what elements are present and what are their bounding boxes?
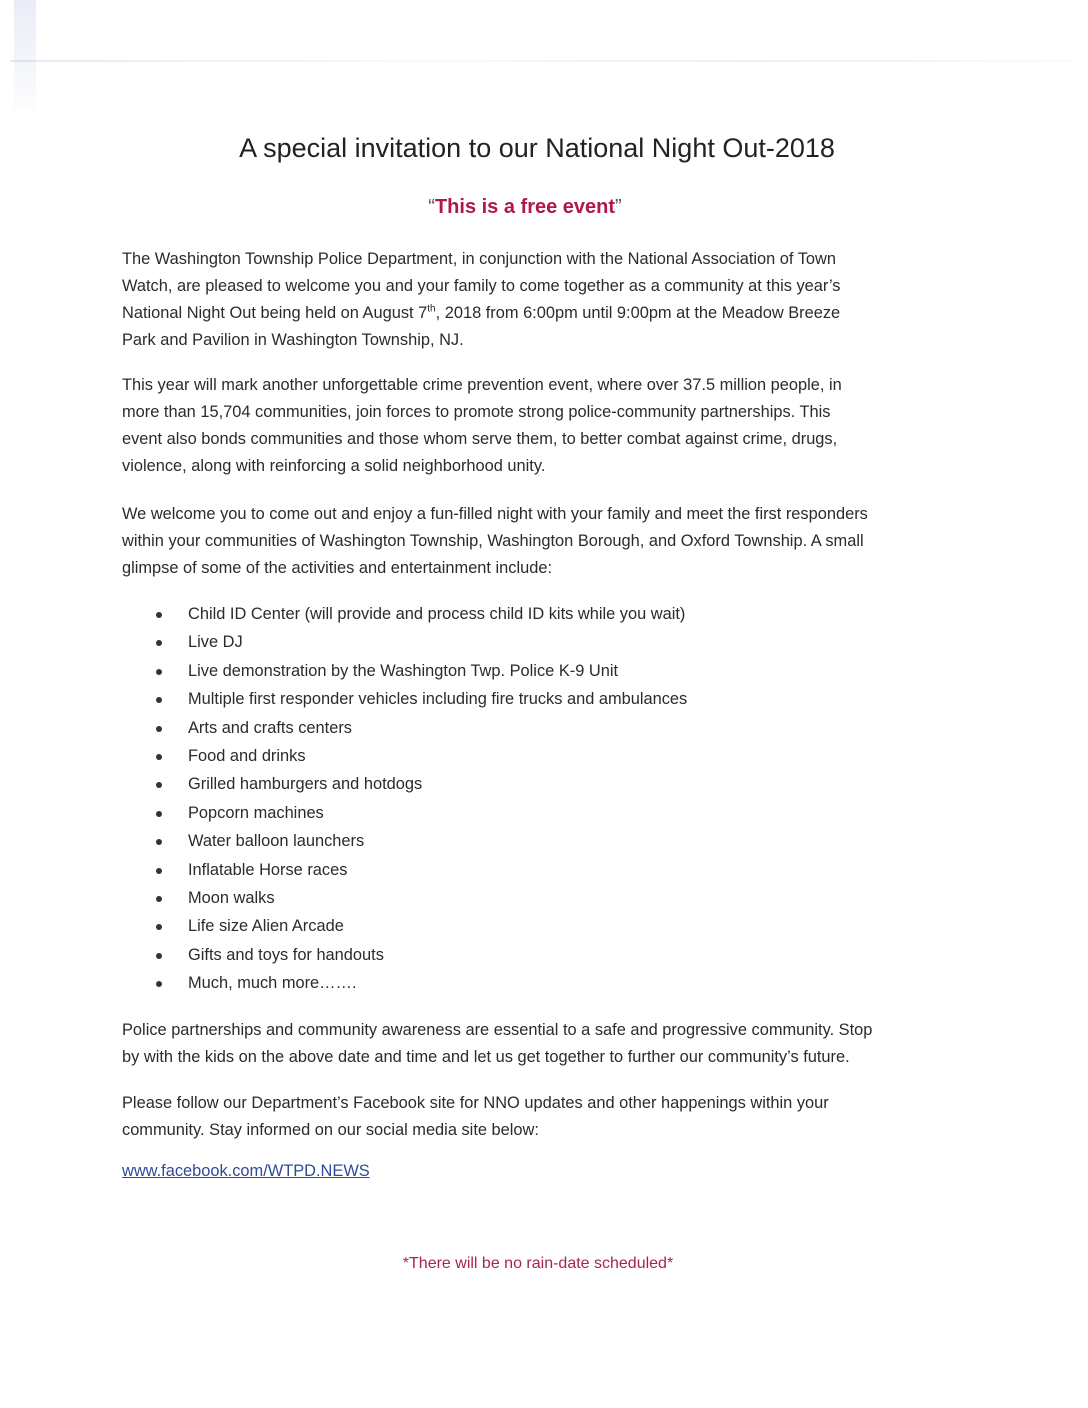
bullet-icon xyxy=(156,839,162,845)
free-event-text: This is a free event xyxy=(434,196,616,218)
bullet-icon xyxy=(156,924,162,930)
paragraph-line: community. Stay informed on our social media site below: xyxy=(122,1121,539,1139)
list-item xyxy=(156,856,687,884)
bullet-icon xyxy=(156,868,162,874)
list-item xyxy=(156,685,687,713)
paragraph-text: , 2018 from 6:00pm until 9:00pm at the Meadow Breeze xyxy=(435,304,841,322)
bullet-icon xyxy=(156,981,162,987)
activity-text: Moon walks xyxy=(188,888,275,907)
open-quote: “ xyxy=(428,196,435,218)
activity-text: Inflatable Horse races xyxy=(188,860,348,879)
paragraph-line: glimpse of some of the activities and entertainment include: xyxy=(122,559,553,577)
list-item xyxy=(156,600,687,628)
activity-text: Child ID Center (will provide and process child ID kits while you wait) xyxy=(188,605,686,623)
social-media-paragraph xyxy=(122,1090,982,1144)
bullet-icon xyxy=(156,896,162,902)
list-item xyxy=(156,941,687,969)
intro-paragraph xyxy=(122,246,982,354)
activities-list xyxy=(156,600,687,997)
paragraph-line: The Washington Township Police Department, in conjunction with the National Association of Town xyxy=(122,250,836,268)
bullet-icon xyxy=(156,726,162,732)
bullet-icon xyxy=(156,811,162,817)
page-title: A special invitation to our National Night Out-2018 xyxy=(239,133,835,163)
list-item xyxy=(156,714,687,742)
activity-text: Water balloon launchers xyxy=(188,832,365,851)
paragraph-text: National Night Out being held on August 7 xyxy=(122,304,428,322)
bullet-icon xyxy=(156,953,162,959)
paragraph-line: Please follow our Department’s Facebook site for NNO updates and other happenings within your xyxy=(122,1094,829,1112)
paragraph-line xyxy=(122,300,982,327)
scan-artifact xyxy=(14,0,36,110)
list-item xyxy=(156,969,687,997)
paragraph-line: This year will mark another unforgettable crime prevention event, where over 37.5 million people, in xyxy=(122,376,842,394)
activity-text: Much, much more……. xyxy=(188,974,357,993)
paragraph-line: violence, along with reinforcing a solid neighborhood unity. xyxy=(122,457,546,475)
event-description-paragraph xyxy=(122,372,982,480)
activity-text: Live demonstration by the Washington Twp. Police K-9 Unit xyxy=(188,661,619,680)
paragraph-line: within your communities of Washington Township, Washington Borough, and Oxford Township. A small xyxy=(122,532,864,550)
close-quote: ” xyxy=(615,196,622,218)
paragraph-line: by with the kids on the above date and time and let us get together to further our community’s future. xyxy=(122,1048,850,1066)
activity-text: Grilled hamburgers and hotdogs xyxy=(188,775,423,794)
list-item xyxy=(156,827,687,855)
scan-artifact xyxy=(10,60,1070,62)
activity-text: Multiple first responder vehicles including fire trucks and ambulances xyxy=(188,690,688,709)
partnership-paragraph xyxy=(122,1017,982,1071)
list-item xyxy=(156,912,687,940)
paragraph-line: Park and Pavilion in Washington Township, NJ. xyxy=(122,331,464,349)
bullet-icon xyxy=(156,697,162,703)
activity-text: Life size Alien Arcade xyxy=(188,917,344,936)
list-item xyxy=(156,884,687,912)
list-item xyxy=(156,742,687,770)
facebook-link[interactable]: www.facebook.com/WTPD.NEWS xyxy=(122,1162,370,1180)
activity-text: Popcorn machines xyxy=(188,803,324,822)
activity-text: Live DJ xyxy=(188,633,243,652)
paragraph-line: more than 15,704 communities, join forces to promote strong police-community partnerships. This xyxy=(122,403,831,421)
paragraph-line: Watch, are pleased to welcome you and your family to come together as a community at this year’s xyxy=(122,277,841,295)
list-item xyxy=(156,628,687,656)
bullet-icon xyxy=(156,612,162,618)
date-superscript: th xyxy=(427,303,436,315)
paragraph-line: Police partnerships and community awareness are essential to a safe and progressive community. Stop xyxy=(122,1021,873,1039)
paragraph-line: event also bonds communities and those whom serve them, to better combat against crime, drugs, xyxy=(122,430,838,448)
bullet-icon xyxy=(156,640,162,646)
activity-text: Gifts and toys for handouts xyxy=(188,945,384,964)
list-item xyxy=(156,770,687,798)
welcome-paragraph xyxy=(122,501,982,582)
list-item xyxy=(156,799,687,827)
activity-text: Arts and crafts centers xyxy=(188,718,352,737)
free-event-subtitle xyxy=(0,196,1050,219)
bullet-icon xyxy=(156,669,162,675)
bullet-icon xyxy=(156,754,162,760)
list-item xyxy=(156,657,687,685)
activity-text: Food and drinks xyxy=(188,746,306,765)
paragraph-line: We welcome you to come out and enjoy a fun-filled night with your family and meet the first responders xyxy=(122,505,868,523)
rain-date-note: *There will be no rain-date scheduled* xyxy=(402,1255,674,1272)
bullet-icon xyxy=(156,782,162,788)
